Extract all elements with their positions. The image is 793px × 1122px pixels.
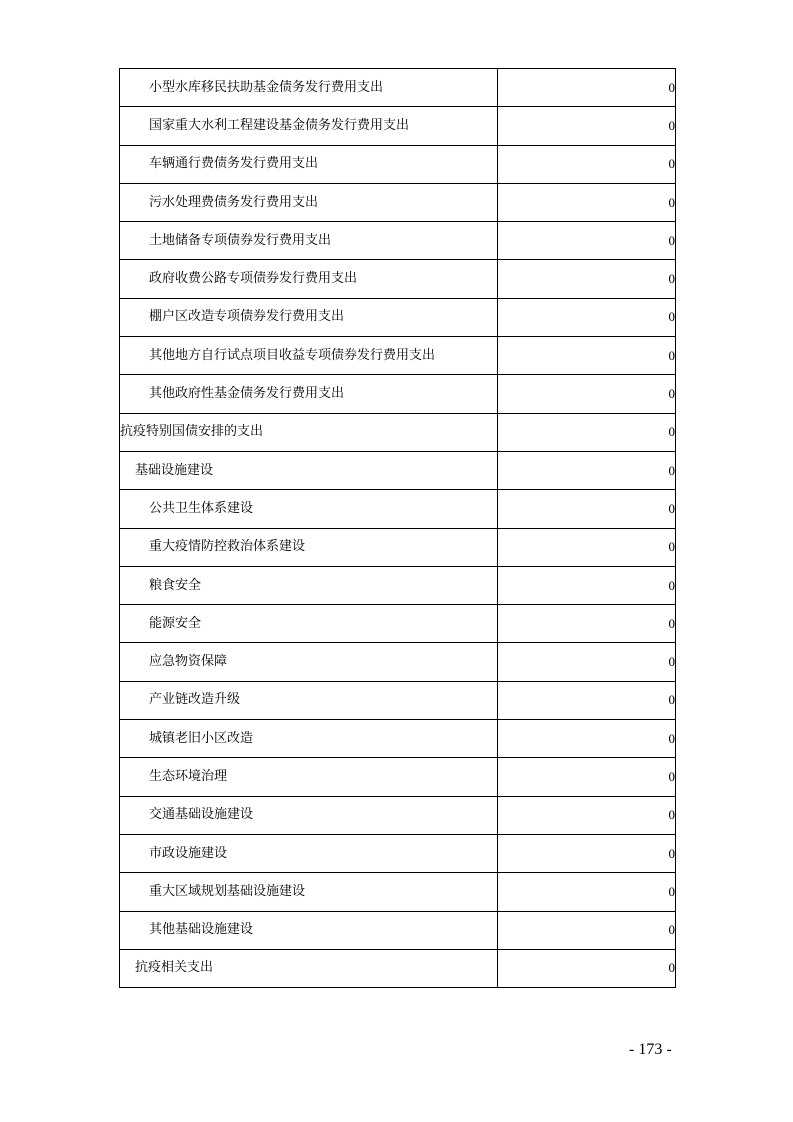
table-row	[120, 681, 676, 719]
table-row	[120, 69, 676, 107]
row-item-amount: 0	[498, 375, 676, 413]
row-item-name: 城镇老旧小区改造	[120, 720, 498, 758]
row-item-amount: 0	[498, 260, 676, 298]
row-item-name: 交通基础设施建设	[120, 796, 498, 834]
row-item-amount: 0	[498, 911, 676, 949]
table-row	[120, 107, 676, 145]
budget-table-body	[120, 69, 676, 988]
row-item-amount: 0	[498, 605, 676, 643]
row-item-amount: 0	[498, 949, 676, 987]
table-row	[120, 183, 676, 221]
table-row	[120, 222, 676, 260]
row-item-name: 能源安全	[120, 605, 498, 643]
table-row	[120, 949, 676, 987]
row-item-amount: 0	[498, 643, 676, 681]
row-item-name: 其他基础设施建设	[120, 911, 498, 949]
row-item-amount: 0	[498, 720, 676, 758]
row-item-name: 抗疫相关支出	[120, 949, 498, 987]
budget-table	[119, 68, 676, 988]
row-item-amount: 0	[498, 528, 676, 566]
table-row	[120, 643, 676, 681]
row-item-amount: 0	[498, 490, 676, 528]
row-item-name: 公共卫生体系建设	[120, 490, 498, 528]
row-item-name: 抗疫特别国债安排的支出	[120, 413, 498, 451]
row-item-name: 其他地方自行试点项目收益专项债券发行费用支出	[120, 337, 498, 375]
table-row	[120, 605, 676, 643]
row-item-name: 重大区域规划基础设施建设	[120, 873, 498, 911]
table-row	[120, 375, 676, 413]
row-item-name: 粮食安全	[120, 566, 498, 604]
table-row	[120, 796, 676, 834]
row-item-name: 市政设施建设	[120, 834, 498, 872]
table-row	[120, 873, 676, 911]
row-item-amount: 0	[498, 145, 676, 183]
row-item-amount: 0	[498, 69, 676, 107]
row-item-name: 小型水库移民扶助基金债务发行费用支出	[120, 69, 498, 107]
row-item-name: 车辆通行费债务发行费用支出	[120, 145, 498, 183]
table-row	[120, 337, 676, 375]
table-row	[120, 528, 676, 566]
row-item-amount: 0	[498, 413, 676, 451]
table-row	[120, 834, 676, 872]
row-item-name: 产业链改造升级	[120, 681, 498, 719]
row-item-name: 土地储备专项债券发行费用支出	[120, 222, 498, 260]
row-item-amount: 0	[498, 796, 676, 834]
table-row	[120, 298, 676, 336]
row-item-amount: 0	[498, 107, 676, 145]
row-item-name: 棚户区改造专项债券发行费用支出	[120, 298, 498, 336]
row-item-name: 重大疫情防控救治体系建设	[120, 528, 498, 566]
row-item-amount: 0	[498, 337, 676, 375]
row-item-name: 国家重大水利工程建设基金债务发行费用支出	[120, 107, 498, 145]
table-row	[120, 451, 676, 489]
table-row	[120, 260, 676, 298]
row-item-amount: 0	[498, 758, 676, 796]
row-item-amount: 0	[498, 183, 676, 221]
row-item-amount: 0	[498, 566, 676, 604]
table-row	[120, 490, 676, 528]
table-row	[120, 758, 676, 796]
row-item-amount: 0	[498, 681, 676, 719]
table-row	[120, 413, 676, 451]
row-item-amount: 0	[498, 298, 676, 336]
row-item-name: 政府收费公路专项债券发行费用支出	[120, 260, 498, 298]
row-item-name: 基础设施建设	[120, 451, 498, 489]
table-row	[120, 720, 676, 758]
row-item-name: 生态环境治理	[120, 758, 498, 796]
row-item-amount: 0	[498, 873, 676, 911]
table-row	[120, 566, 676, 604]
row-item-name: 污水处理费债务发行费用支出	[120, 183, 498, 221]
table-row	[120, 911, 676, 949]
row-item-name: 其他政府性基金债务发行费用支出	[120, 375, 498, 413]
row-item-amount: 0	[498, 834, 676, 872]
table-row	[120, 145, 676, 183]
page-number: - 173 -	[629, 1041, 672, 1058]
row-item-amount: 0	[498, 451, 676, 489]
row-item-amount: 0	[498, 222, 676, 260]
row-item-name: 应急物资保障	[120, 643, 498, 681]
